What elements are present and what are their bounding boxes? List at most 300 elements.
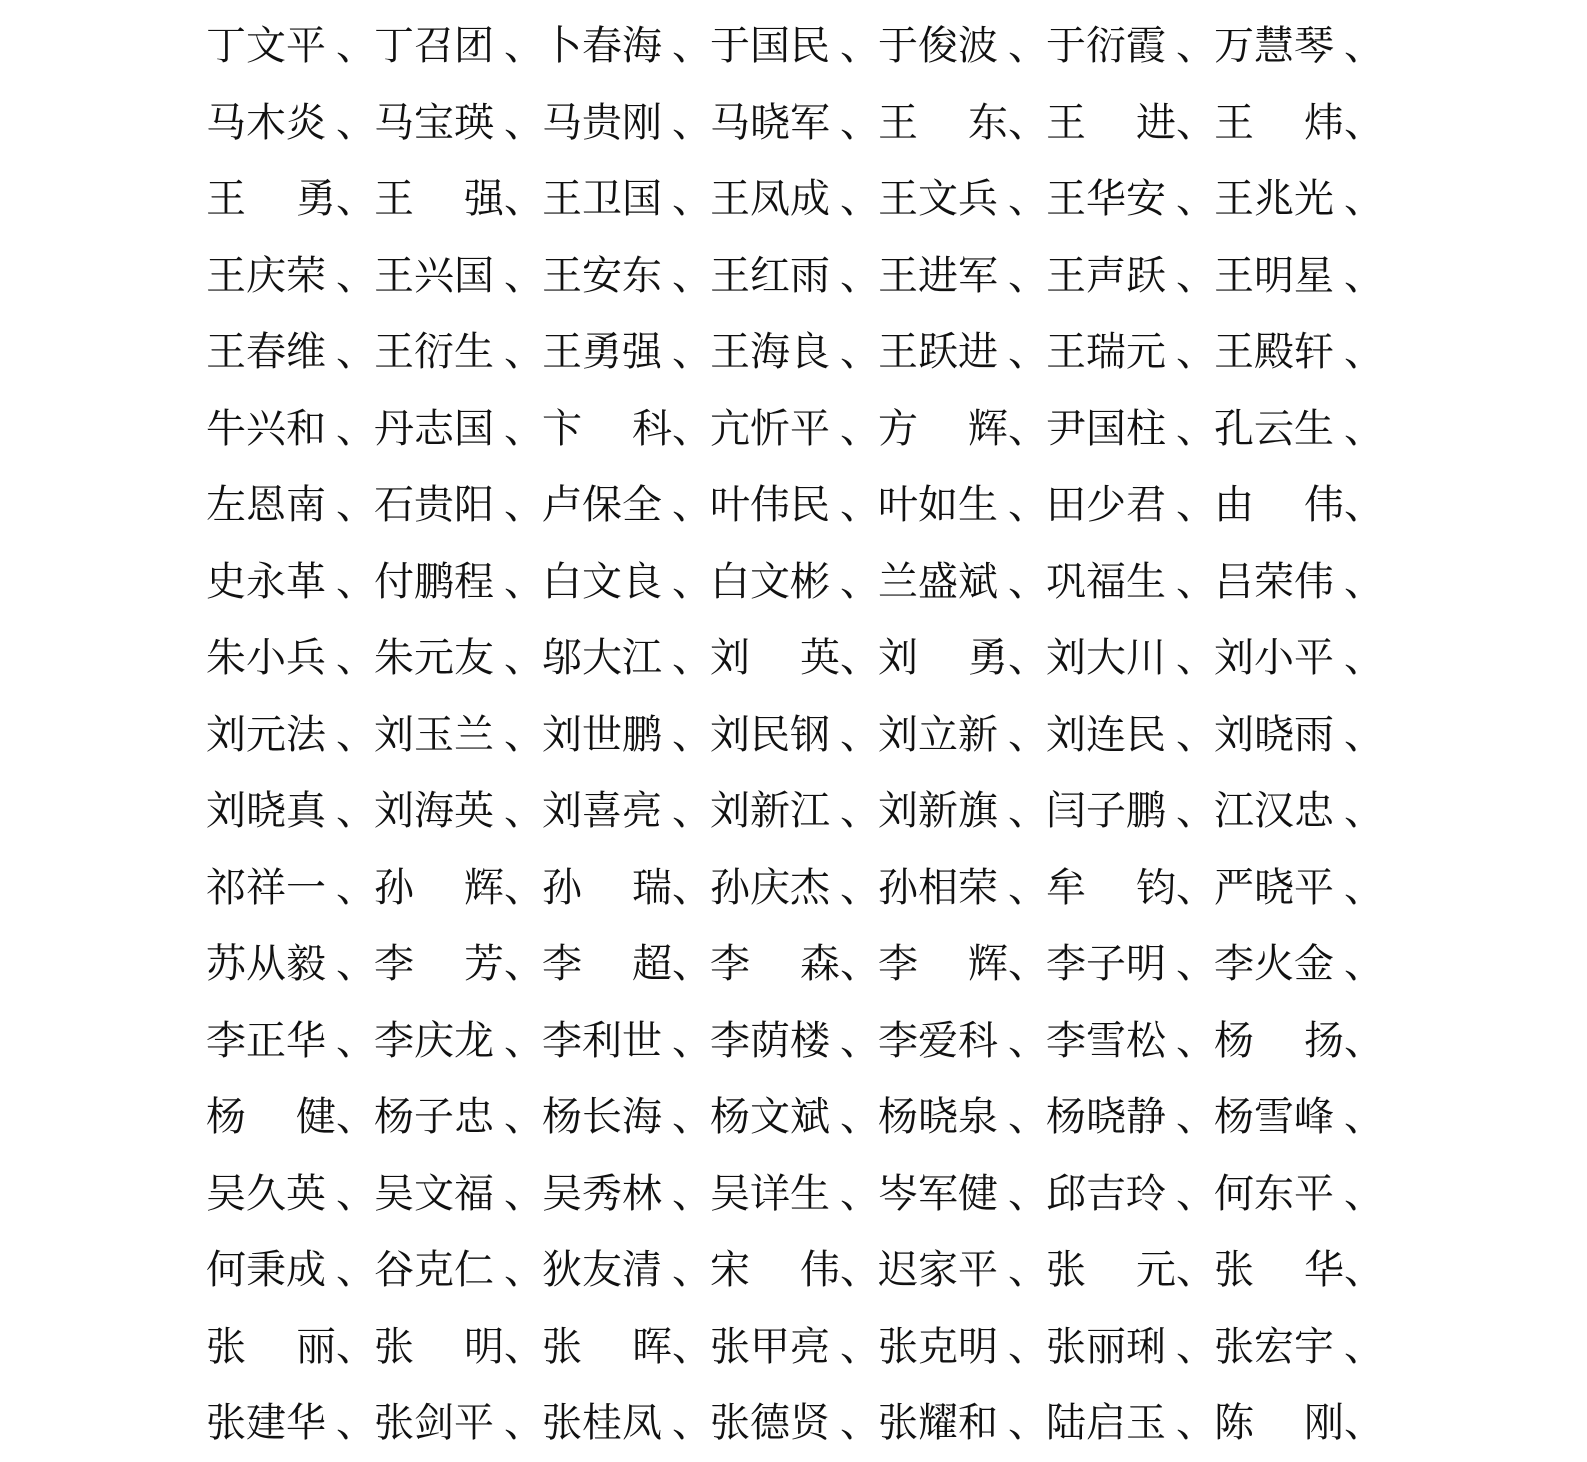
separator: 、 xyxy=(1344,482,1384,529)
person-name: 白文彬 xyxy=(710,558,830,605)
separator: 、 xyxy=(1008,558,1048,605)
name-entry xyxy=(1046,22,1214,70)
name-entry xyxy=(1214,1399,1382,1447)
separator: 、 xyxy=(1176,482,1216,529)
name-entry xyxy=(374,864,542,912)
name-entry xyxy=(1214,634,1382,682)
person-name: 迟家平 xyxy=(878,1247,998,1294)
name-entry xyxy=(1214,1093,1382,1141)
separator: 、 xyxy=(504,405,544,452)
name-entry xyxy=(878,252,1046,300)
person-name: 刘 英 xyxy=(710,635,840,682)
name-entry xyxy=(1046,864,1214,912)
name-entry xyxy=(206,1017,374,1065)
name-entry xyxy=(710,940,878,988)
person-name: 朱元友 xyxy=(374,635,494,682)
separator: 、 xyxy=(672,405,712,452)
person-name: 刘小平 xyxy=(1214,635,1334,682)
separator: 、 xyxy=(1344,1323,1384,1370)
person-name: 马晓军 xyxy=(710,99,830,146)
separator: 、 xyxy=(1008,252,1048,299)
separator: 、 xyxy=(1344,1094,1384,1141)
person-name: 卞 科 xyxy=(542,405,672,452)
person-name: 巩福生 xyxy=(1046,558,1166,605)
person-name: 谷克仁 xyxy=(374,1247,494,1294)
separator: 、 xyxy=(504,1247,544,1294)
name-entry xyxy=(1046,787,1214,835)
person-name: 邬大江 xyxy=(542,635,662,682)
person-name: 孙相荣 xyxy=(878,864,998,911)
name-entry xyxy=(878,711,1046,759)
name-entry xyxy=(878,328,1046,376)
name-entry xyxy=(1046,1017,1214,1065)
separator: 、 xyxy=(1008,405,1048,452)
separator: 、 xyxy=(1008,635,1048,682)
separator: 、 xyxy=(1008,1094,1048,1141)
person-name: 苏从毅 xyxy=(206,941,326,988)
separator: 、 xyxy=(336,1170,376,1217)
separator: 、 xyxy=(1344,1170,1384,1217)
name-line xyxy=(206,544,1384,621)
person-name: 于俊波 xyxy=(878,23,998,70)
person-name: 刘元法 xyxy=(206,711,326,758)
name-entry xyxy=(1046,99,1214,147)
separator: 、 xyxy=(504,635,544,682)
separator: 、 xyxy=(840,1323,880,1370)
person-name: 杨 健 xyxy=(206,1094,336,1141)
person-name: 杨长海 xyxy=(542,1094,662,1141)
name-entry xyxy=(542,1093,710,1141)
person-name: 张桂凤 xyxy=(542,1400,662,1447)
person-name: 李火金 xyxy=(1214,941,1334,988)
separator: 、 xyxy=(504,1170,544,1217)
name-line xyxy=(206,1079,1384,1156)
separator: 、 xyxy=(672,558,712,605)
person-name: 刘大川 xyxy=(1046,635,1166,682)
separator: 、 xyxy=(1344,1400,1384,1447)
separator: 、 xyxy=(1344,788,1384,835)
name-entry xyxy=(710,99,878,147)
separator: 、 xyxy=(1176,1094,1216,1141)
name-entry xyxy=(1046,711,1214,759)
person-name: 王 炜 xyxy=(1214,99,1344,146)
name-entry xyxy=(374,22,542,70)
separator: 、 xyxy=(1008,176,1048,223)
separator: 、 xyxy=(840,558,880,605)
separator: 、 xyxy=(504,1017,544,1064)
person-name: 张宏宇 xyxy=(1214,1323,1334,1370)
separator: 、 xyxy=(1176,405,1216,452)
separator: 、 xyxy=(840,23,880,70)
person-name: 孙 辉 xyxy=(374,864,504,911)
name-entry xyxy=(710,1093,878,1141)
separator: 、 xyxy=(672,788,712,835)
name-entry xyxy=(878,1093,1046,1141)
name-entry xyxy=(542,1246,710,1294)
separator: 、 xyxy=(840,1247,880,1294)
name-entry xyxy=(542,864,710,912)
person-name: 张甲亮 xyxy=(710,1323,830,1370)
name-entry xyxy=(542,481,710,529)
separator: 、 xyxy=(1344,635,1384,682)
person-name: 王华安 xyxy=(1046,176,1166,223)
person-name: 卢保全 xyxy=(542,482,662,529)
name-entry xyxy=(374,1323,542,1371)
separator: 、 xyxy=(672,1094,712,1141)
person-name: 王兴国 xyxy=(374,252,494,299)
separator: 、 xyxy=(672,635,712,682)
separator: 、 xyxy=(672,1170,712,1217)
person-name: 张 明 xyxy=(374,1323,504,1370)
separator: 、 xyxy=(1344,864,1384,911)
name-entry xyxy=(710,405,878,453)
separator: 、 xyxy=(504,23,544,70)
name-line xyxy=(206,85,1384,162)
person-name: 吴秀林 xyxy=(542,1170,662,1217)
name-entry xyxy=(1214,175,1382,223)
person-name: 岑军健 xyxy=(878,1170,998,1217)
person-name: 刘海英 xyxy=(374,788,494,835)
person-name: 亢忻平 xyxy=(710,405,830,452)
separator: 、 xyxy=(672,1017,712,1064)
separator: 、 xyxy=(336,176,376,223)
name-entry xyxy=(206,1323,374,1371)
separator: 、 xyxy=(504,558,544,605)
person-name: 闫子鹏 xyxy=(1046,788,1166,835)
separator: 、 xyxy=(336,405,376,452)
name-line xyxy=(206,161,1384,238)
name-entry xyxy=(206,1246,374,1294)
name-entry xyxy=(710,1246,878,1294)
person-name: 王进军 xyxy=(878,252,998,299)
name-entry xyxy=(542,99,710,147)
person-name: 王海良 xyxy=(710,329,830,376)
name-entry xyxy=(878,864,1046,912)
person-name: 张 晖 xyxy=(542,1323,672,1370)
separator: 、 xyxy=(336,711,376,758)
name-entry xyxy=(206,940,374,988)
name-entry xyxy=(878,175,1046,223)
person-name: 卜春海 xyxy=(542,23,662,70)
name-line xyxy=(206,391,1384,468)
name-entry xyxy=(374,1017,542,1065)
name-entry xyxy=(1046,481,1214,529)
separator: 、 xyxy=(336,1247,376,1294)
separator: 、 xyxy=(1176,329,1216,376)
person-name: 孙庆杰 xyxy=(710,864,830,911)
name-entry xyxy=(374,634,542,682)
name-entry xyxy=(1046,1170,1214,1218)
name-entry xyxy=(374,558,542,606)
name-entry xyxy=(710,1170,878,1218)
name-entry xyxy=(1214,711,1382,759)
name-entry xyxy=(542,328,710,376)
name-entry xyxy=(542,175,710,223)
name-line xyxy=(206,620,1384,697)
name-entry xyxy=(1046,405,1214,453)
name-line xyxy=(206,1232,1384,1309)
person-name: 丁文平 xyxy=(206,23,326,70)
name-entry xyxy=(1046,1399,1214,1447)
name-entry xyxy=(374,1170,542,1218)
name-entry xyxy=(1214,99,1382,147)
person-name: 狄友清 xyxy=(542,1247,662,1294)
separator: 、 xyxy=(1344,252,1384,299)
person-name: 王声跃 xyxy=(1046,252,1166,299)
separator: 、 xyxy=(1008,99,1048,146)
name-entry xyxy=(542,558,710,606)
person-name: 杨子忠 xyxy=(374,1094,494,1141)
name-entry xyxy=(206,328,374,376)
separator: 、 xyxy=(1008,788,1048,835)
name-entry xyxy=(1046,175,1214,223)
name-entry xyxy=(710,864,878,912)
separator: 、 xyxy=(672,711,712,758)
name-entry xyxy=(206,864,374,912)
separator: 、 xyxy=(1008,941,1048,988)
separator: 、 xyxy=(1008,1247,1048,1294)
separator: 、 xyxy=(336,252,376,299)
name-line xyxy=(206,1385,1384,1462)
name-entry xyxy=(374,252,542,300)
name-entry xyxy=(1214,481,1382,529)
name-entry xyxy=(206,787,374,835)
separator: 、 xyxy=(504,1400,544,1447)
name-entry xyxy=(374,328,542,376)
person-name: 王文兵 xyxy=(878,176,998,223)
person-name: 方 辉 xyxy=(878,405,1008,452)
person-name: 杨雪峰 xyxy=(1214,1094,1334,1141)
person-name: 吕荣伟 xyxy=(1214,558,1334,605)
person-name: 李子明 xyxy=(1046,941,1166,988)
person-name: 刘民钢 xyxy=(710,711,830,758)
person-name: 王 勇 xyxy=(206,176,336,223)
separator: 、 xyxy=(1176,1017,1216,1064)
person-name: 由 伟 xyxy=(1214,482,1344,529)
separator: 、 xyxy=(504,1323,544,1370)
name-entry xyxy=(1214,1017,1382,1065)
name-entry xyxy=(710,1323,878,1371)
separator: 、 xyxy=(504,252,544,299)
separator: 、 xyxy=(840,1170,880,1217)
name-entry xyxy=(542,711,710,759)
name-entry xyxy=(1214,940,1382,988)
separator: 、 xyxy=(672,329,712,376)
separator: 、 xyxy=(1176,1400,1216,1447)
name-line xyxy=(206,773,1384,850)
name-line xyxy=(206,1003,1384,1080)
person-name: 杨文斌 xyxy=(710,1094,830,1141)
separator: 、 xyxy=(840,788,880,835)
separator: 、 xyxy=(336,1017,376,1064)
name-entry xyxy=(878,634,1046,682)
name-line xyxy=(206,238,1384,315)
person-name: 何秉成 xyxy=(206,1247,326,1294)
name-entry xyxy=(542,1323,710,1371)
person-name: 王 进 xyxy=(1046,99,1176,146)
name-entry xyxy=(1214,787,1382,835)
person-name: 王勇强 xyxy=(542,329,662,376)
name-entry xyxy=(206,1170,374,1218)
person-name: 吴详生 xyxy=(710,1170,830,1217)
separator: 、 xyxy=(672,176,712,223)
person-name: 刘新旗 xyxy=(878,788,998,835)
name-entry xyxy=(542,405,710,453)
person-name: 张剑平 xyxy=(374,1400,494,1447)
name-entry xyxy=(374,787,542,835)
name-entry xyxy=(206,252,374,300)
person-name: 牛兴和 xyxy=(206,405,326,452)
separator: 、 xyxy=(1344,23,1384,70)
person-name: 张 丽 xyxy=(206,1323,336,1370)
name-entry xyxy=(878,787,1046,835)
separator: 、 xyxy=(1176,23,1216,70)
name-entry xyxy=(878,99,1046,147)
name-line xyxy=(206,850,1384,927)
name-list xyxy=(206,8,1384,1462)
separator: 、 xyxy=(1008,1017,1048,1064)
person-name: 马宝瑛 xyxy=(374,99,494,146)
separator: 、 xyxy=(504,864,544,911)
name-entry xyxy=(1214,558,1382,606)
name-entry xyxy=(710,481,878,529)
separator: 、 xyxy=(1176,788,1216,835)
name-entry xyxy=(878,940,1046,988)
name-entry xyxy=(1046,1246,1214,1294)
person-name: 刘 勇 xyxy=(878,635,1008,682)
separator: 、 xyxy=(336,1094,376,1141)
separator: 、 xyxy=(1344,99,1384,146)
name-entry xyxy=(206,711,374,759)
separator: 、 xyxy=(336,482,376,529)
person-name: 孙 瑞 xyxy=(542,864,672,911)
person-name: 张德贤 xyxy=(710,1400,830,1447)
name-entry xyxy=(542,940,710,988)
person-name: 刘晓雨 xyxy=(1214,711,1334,758)
separator: 、 xyxy=(1008,1400,1048,1447)
separator: 、 xyxy=(1176,558,1216,605)
name-line xyxy=(206,467,1384,544)
name-entry xyxy=(206,481,374,529)
person-name: 兰盛斌 xyxy=(878,558,998,605)
separator: 、 xyxy=(504,176,544,223)
person-name: 陆启玉 xyxy=(1046,1400,1166,1447)
separator: 、 xyxy=(840,329,880,376)
separator: 、 xyxy=(1344,405,1384,452)
separator: 、 xyxy=(336,1400,376,1447)
separator: 、 xyxy=(1344,711,1384,758)
person-name: 张建华 xyxy=(206,1400,326,1447)
separator: 、 xyxy=(1176,176,1216,223)
name-entry xyxy=(374,99,542,147)
person-name: 李 森 xyxy=(710,941,840,988)
person-name: 张克明 xyxy=(878,1323,998,1370)
person-name: 马贵刚 xyxy=(542,99,662,146)
separator: 、 xyxy=(840,941,880,988)
name-entry xyxy=(1214,1246,1382,1294)
person-name: 刘喜亮 xyxy=(542,788,662,835)
separator: 、 xyxy=(336,864,376,911)
separator: 、 xyxy=(504,329,544,376)
separator: 、 xyxy=(1008,482,1048,529)
name-entry xyxy=(710,252,878,300)
person-name: 王衍生 xyxy=(374,329,494,376)
separator: 、 xyxy=(336,23,376,70)
person-name: 刘新江 xyxy=(710,788,830,835)
name-entry xyxy=(710,22,878,70)
name-line xyxy=(206,8,1384,85)
separator: 、 xyxy=(1176,1247,1216,1294)
person-name: 张丽琍 xyxy=(1046,1323,1166,1370)
name-entry xyxy=(206,22,374,70)
separator: 、 xyxy=(1176,864,1216,911)
person-name: 白文良 xyxy=(542,558,662,605)
name-entry xyxy=(542,22,710,70)
name-entry xyxy=(206,99,374,147)
name-entry xyxy=(1214,22,1382,70)
name-entry xyxy=(374,940,542,988)
name-entry xyxy=(1214,864,1382,912)
separator: 、 xyxy=(672,482,712,529)
separator: 、 xyxy=(1008,711,1048,758)
separator: 、 xyxy=(1344,1247,1384,1294)
separator: 、 xyxy=(672,864,712,911)
name-entry xyxy=(374,1399,542,1447)
separator: 、 xyxy=(1176,1323,1216,1370)
person-name: 李庆龙 xyxy=(374,1017,494,1064)
separator: 、 xyxy=(1176,635,1216,682)
separator: 、 xyxy=(1008,329,1048,376)
separator: 、 xyxy=(840,635,880,682)
name-entry xyxy=(1214,252,1382,300)
person-name: 王 东 xyxy=(878,99,1008,146)
person-name: 严晓平 xyxy=(1214,864,1334,911)
separator: 、 xyxy=(840,176,880,223)
separator: 、 xyxy=(840,482,880,529)
name-entry xyxy=(206,405,374,453)
separator: 、 xyxy=(672,23,712,70)
separator: 、 xyxy=(672,1247,712,1294)
person-name: 王春维 xyxy=(206,329,326,376)
separator: 、 xyxy=(840,99,880,146)
name-entry xyxy=(1046,1093,1214,1141)
person-name: 李 辉 xyxy=(878,941,1008,988)
separator: 、 xyxy=(1344,1017,1384,1064)
name-entry xyxy=(710,175,878,223)
person-name: 孔云生 xyxy=(1214,405,1334,452)
name-entry xyxy=(878,1323,1046,1371)
person-name: 李爱科 xyxy=(878,1017,998,1064)
name-entry xyxy=(542,1017,710,1065)
name-line xyxy=(206,1156,1384,1233)
person-name: 于衍霞 xyxy=(1046,23,1166,70)
name-entry xyxy=(206,1093,374,1141)
separator: 、 xyxy=(336,635,376,682)
name-entry xyxy=(374,405,542,453)
person-name: 杨 扬 xyxy=(1214,1017,1344,1064)
person-name: 牟 钧 xyxy=(1046,864,1176,911)
name-entry xyxy=(1046,252,1214,300)
separator: 、 xyxy=(840,405,880,452)
person-name: 吴文福 xyxy=(374,1170,494,1217)
name-entry xyxy=(878,1170,1046,1218)
person-name: 祁祥一 xyxy=(206,864,326,911)
name-entry xyxy=(878,558,1046,606)
name-entry xyxy=(1214,1170,1382,1218)
person-name: 刘世鹏 xyxy=(542,711,662,758)
person-name: 王兆光 xyxy=(1214,176,1334,223)
person-name: 左恩南 xyxy=(206,482,326,529)
